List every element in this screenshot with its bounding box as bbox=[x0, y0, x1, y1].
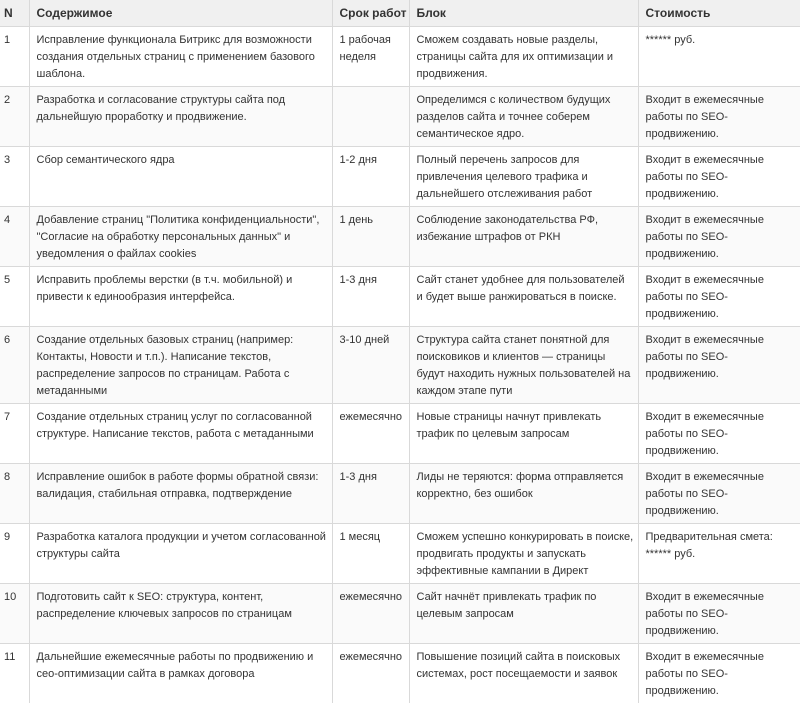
cell-term: 1 месяц bbox=[332, 524, 409, 584]
cell-block: Определимся с количеством будущих разделов сайта и точнее соберем семантическое ядро. bbox=[409, 87, 638, 147]
cell-block: Сайт начнёт привлекать трафик по целевым запросам bbox=[409, 584, 638, 644]
table-row bbox=[0, 147, 800, 207]
cell-cost: Входит в ежемесячные работы по SEO-продвижению. bbox=[638, 644, 800, 703]
cell-number: 6 bbox=[0, 327, 29, 404]
cell-cost: Входит в ежемесячные работы по SEO-продвижению. bbox=[638, 404, 800, 464]
cell-number: 9 bbox=[0, 524, 29, 584]
cell-term: 1 день bbox=[332, 207, 409, 267]
cell-block: Сайт станет удобнее для пользователей и будет выше ранжироваться в поиске. bbox=[409, 267, 638, 327]
header-term: Срок работ bbox=[332, 0, 409, 27]
cell-term bbox=[332, 87, 409, 147]
cell-cost: Входит в ежемесячные работы по SEO-продвижению. bbox=[638, 147, 800, 207]
cell-content: Исправление ошибок в работе формы обратной связи: валидация, стабильная отправка, подтверждение bbox=[29, 464, 332, 524]
cell-term: 3-10 дней bbox=[332, 327, 409, 404]
cell-term: 1 рабочая неделя bbox=[332, 27, 409, 87]
cell-term: 1-3 дня bbox=[332, 464, 409, 524]
cell-number: 4 bbox=[0, 207, 29, 267]
cell-cost: Входит в ежемесячные работы по SEO-продвижению. bbox=[638, 267, 800, 327]
header-cost: Стоимость bbox=[638, 0, 800, 27]
cell-cost: Входит в ежемесячные работы по SEO-продвижению. bbox=[638, 464, 800, 524]
cell-number: 7 bbox=[0, 404, 29, 464]
cell-number: 1 bbox=[0, 27, 29, 87]
cell-content: Подготовить сайт к SEO: структура, контент, распределение ключевых запросов по страницам bbox=[29, 584, 332, 644]
cell-term: ежемесячно bbox=[332, 644, 409, 703]
cell-block: Сможем создавать новые разделы, страницы сайта для их оптимизации и продвижения. bbox=[409, 27, 638, 87]
cell-cost: Входит в ежемесячные работы по SEO-продвижению. bbox=[638, 327, 800, 404]
cell-term: 1-2 дня bbox=[332, 147, 409, 207]
table-row bbox=[0, 267, 800, 327]
table-row bbox=[0, 524, 800, 584]
cell-term: ежемесячно bbox=[332, 404, 409, 464]
table-body bbox=[0, 27, 800, 703]
header-row bbox=[0, 0, 800, 27]
cell-block: Соблюдение законодательства РФ, избежание штрафов от РКН bbox=[409, 207, 638, 267]
cell-cost: ****** руб. bbox=[638, 27, 800, 87]
cell-number: 5 bbox=[0, 267, 29, 327]
cell-cost: Входит в ежемесячные работы по SEO-продвижению. bbox=[638, 87, 800, 147]
cell-block: Повышение позиций сайта в поисковых системах, рост посещаемости и заявок bbox=[409, 644, 638, 703]
header-block: Блок bbox=[409, 0, 638, 27]
cell-content: Исправление функционала Битрикс для возможности создания отдельных страниц с применением базового шаблона. bbox=[29, 27, 332, 87]
cell-block: Полный перечень запросов для привлечения целевого трафика и дальнейшего отслеживания работ bbox=[409, 147, 638, 207]
cell-content: Создание отдельных базовых страниц (например: Контакты, Новости и т.п.). Написание текстов, распределение запросов по страницам. Работа с метаданными bbox=[29, 327, 332, 404]
cell-number: 11 bbox=[0, 644, 29, 703]
cell-content: Исправить проблемы верстки (в т.ч. мобильной) и привести к единообразия интерфейса. bbox=[29, 267, 332, 327]
table-row bbox=[0, 584, 800, 644]
cell-number: 2 bbox=[0, 87, 29, 147]
cell-block: Структура сайта станет понятной для поисковиков и клиентов — страницы будут находить нужных пользователей на каждом этапе пути bbox=[409, 327, 638, 404]
cell-block: Лиды не теряются: форма отправляется корректно, без ошибок bbox=[409, 464, 638, 524]
cell-term: ежемесячно bbox=[332, 584, 409, 644]
table-row bbox=[0, 644, 800, 703]
table-row bbox=[0, 327, 800, 404]
cell-number: 3 bbox=[0, 147, 29, 207]
cell-content: Добавление страниц "Политика конфиденциальности", "Согласие на обработку персональных данных" и уведомления о файлах cookies bbox=[29, 207, 332, 267]
table-row bbox=[0, 207, 800, 267]
cell-content: Разработка и согласование структуры сайта под дальнейшую проработку и продвижение. bbox=[29, 87, 332, 147]
table-header bbox=[0, 0, 800, 27]
table-row bbox=[0, 404, 800, 464]
table-row bbox=[0, 87, 800, 147]
cell-cost: Входит в ежемесячные работы по SEO-продвижению. bbox=[638, 584, 800, 644]
cell-term: 1-3 дня bbox=[332, 267, 409, 327]
cell-content: Создание отдельных страниц услуг по согласованной структуре. Написание текстов, работа с метаданными bbox=[29, 404, 332, 464]
cell-content: Сбор семантического ядра bbox=[29, 147, 332, 207]
cell-number: 10 bbox=[0, 584, 29, 644]
table-row bbox=[0, 464, 800, 524]
cell-cost: Входит в ежемесячные работы по SEO-продвижению. bbox=[638, 207, 800, 267]
cell-block: Новые страницы начнут привлекать трафик по целевым запросам bbox=[409, 404, 638, 464]
cell-content: Дальнейшие ежемесячные работы по продвижению и сео-оптимизации сайта в рамках договора bbox=[29, 644, 332, 703]
header-number: N bbox=[0, 0, 29, 27]
cell-cost: Предварительная смета: ****** руб. bbox=[638, 524, 800, 584]
table-row bbox=[0, 27, 800, 87]
cell-number: 8 bbox=[0, 464, 29, 524]
header-content: Содержимое bbox=[29, 0, 332, 27]
cell-content: Разработка каталога продукции и учетом согласованной структуры сайта bbox=[29, 524, 332, 584]
cell-block: Сможем успешно конкурировать в поиске, продвигать продукты и запускать эффективные кампании в Директ bbox=[409, 524, 638, 584]
